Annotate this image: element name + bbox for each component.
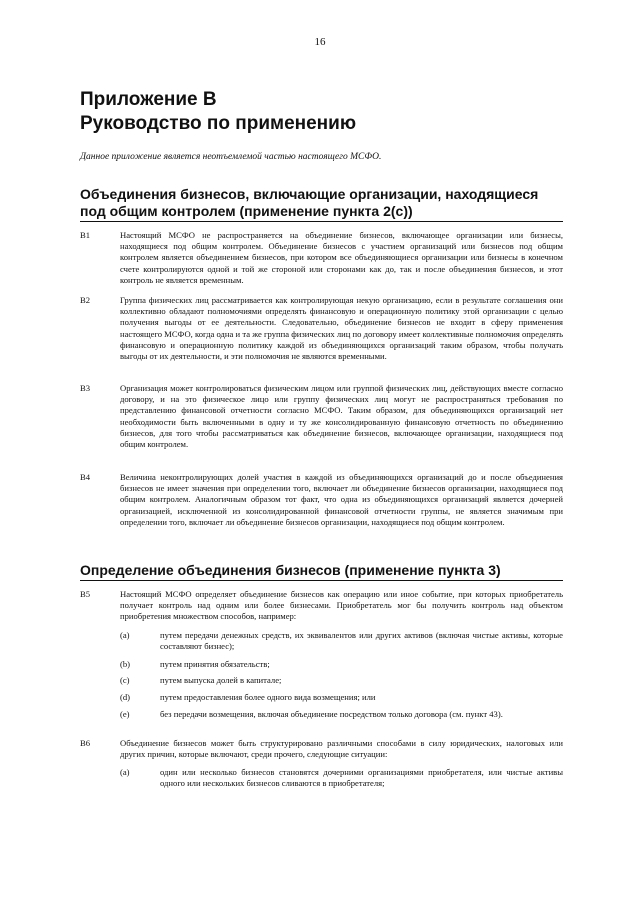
list-item — [120, 630, 563, 652]
paragraph-number: B5 — [80, 589, 91, 599]
list-item-text: без передачи возмещения, включая объединение посредством только договора (см. пункт 43). — [160, 709, 503, 719]
list-item — [120, 659, 563, 670]
list-item-text: один или несколько бизнесов становятся дочерними организациями приобретателя, или чистые активы одного или нескольких бизнесов сливаются в приобретателя; — [160, 767, 563, 789]
paragraph-text: Объединение бизнесов может быть структурировано различными способами в силу юридических, налоговых или других причин, которые включают, среди прочего, следующие ситуации: — [120, 738, 563, 760]
paragraph-number: B4 — [80, 472, 91, 482]
section-title-business-combination: Определение объединения бизнесов (применение пункта 3) — [80, 562, 563, 581]
paragraph-b3 — [80, 383, 563, 450]
paragraph-b1 — [80, 230, 563, 286]
page-heading — [80, 88, 356, 136]
paragraph-number: B2 — [80, 295, 91, 305]
paragraph-text: Группа физических лиц рассматривается как контролирующая некую организацию, если в результате соглашения они коллективно обладают полномочиями определять финансовую и операционную политику этой организации с целью получения выгоды от ее деятельности. Следовательно, объединение бизнесов не входит в сферу применения настоящего МСФО, когда одна и та же группа физических лиц по договору имеет коллективные полномочия определять финансовую и операционную политику каждой из объединяющихся организаций таким образом, чтобы получать выгоды от их деятельности, и эти полномочия не являются временными. — [120, 295, 563, 362]
intro-note: Данное приложение является неотъемлемой частью настоящего МСФО. — [80, 152, 382, 162]
list-item-label: (c) — [120, 675, 130, 685]
list-item-text: путем предоставления более одного вида возмещения; или — [160, 692, 376, 702]
list-item-text: путем выпуска долей в капитале; — [160, 675, 282, 685]
list-item-label: (e) — [120, 709, 130, 719]
list-item — [120, 692, 563, 703]
paragraph-b2 — [80, 295, 563, 362]
list-item-label: (a) — [120, 767, 130, 777]
list-item-text: путем принятия обязательств; — [160, 659, 270, 669]
paragraph-number: B6 — [80, 738, 91, 748]
paragraph-number: B3 — [80, 383, 91, 393]
section-title-line-1: Объединения бизнесов, включающие организации, находящиеся — [80, 186, 539, 202]
list-item-text: путем передачи денежных средств, их эквивалентов или других активов (включая чистые активы, которые составляют бизнес); — [160, 630, 563, 652]
list-item — [120, 709, 563, 720]
paragraph-text: Организация может контролироваться физическим лицом или группой физических лиц, действующих вместе согласно договору, и на это физическое лицо или группу физических лиц могут не распространяться требования по представлению финансовой отчетности согласно МСФО. Таким образом, для объединяющихся организаций нет необходимости быть включенными в одну и ту же консолидированную финансовую отчетность по объединению бизнесов, для того чтобы рассматриваться как объединение бизнесов, включающее организации, находящиеся под общим контролем. — [120, 383, 563, 450]
paragraph-b4 — [80, 472, 563, 528]
paragraph-text: Настоящий МСФО определяет объединение бизнесов как операцию или иное событие, при которых приобретатель получает контроль над одним или более бизнесами. Приобретатель мог бы получить контроль над объектом приобретения множеством способов, например: — [120, 589, 563, 622]
heading-line-1: Приложение В — [80, 89, 217, 110]
list-item — [120, 675, 563, 686]
paragraph-number: B1 — [80, 230, 91, 240]
paragraph-b5 — [80, 589, 563, 623]
list-item-label: (b) — [120, 659, 131, 669]
section-title-line-2: под общим контролем (применение пункта 2(c)) — [80, 203, 413, 219]
heading-line-2: Руководство по применению — [80, 113, 357, 134]
list-item-label: (d) — [120, 692, 131, 702]
paragraph-text: Настоящий МСФО не распространяется на объединение бизнесов, включающее организации или бизнесы, находящиеся под общим контролем. Объединение бизнесов с участием организаций или бизнесов под общим контролем является объединением бизнесов, при котором все объединяющиеся организации или бизнесы в конечном счете контролируются одной и той же стороной или сторонами как до, так и после объединения бизнесов, и этот контроль не является временным. — [120, 230, 563, 285]
paragraph-text: Величина неконтролирующих долей участия в каждой из объединяющихся организаций до и после объединения бизнесов не имеет значения при определении того, включает ли объединение бизнесов организации, находящиеся под общим контролем. Аналогичным образом тот факт, что одна из объединяющихся организаций является дочерней организацией, исключенной из консолидированной финансовой отчетности группы, не является значимым при определении того, включает ли объединение бизнесов организации, находящиеся под общим контролем. — [120, 472, 563, 527]
page-number: 16 — [314, 36, 326, 48]
list-item-label: (a) — [120, 630, 130, 640]
list-item — [120, 767, 563, 789]
paragraph-b6 — [80, 738, 563, 760]
section-title-common-control — [80, 186, 563, 222]
